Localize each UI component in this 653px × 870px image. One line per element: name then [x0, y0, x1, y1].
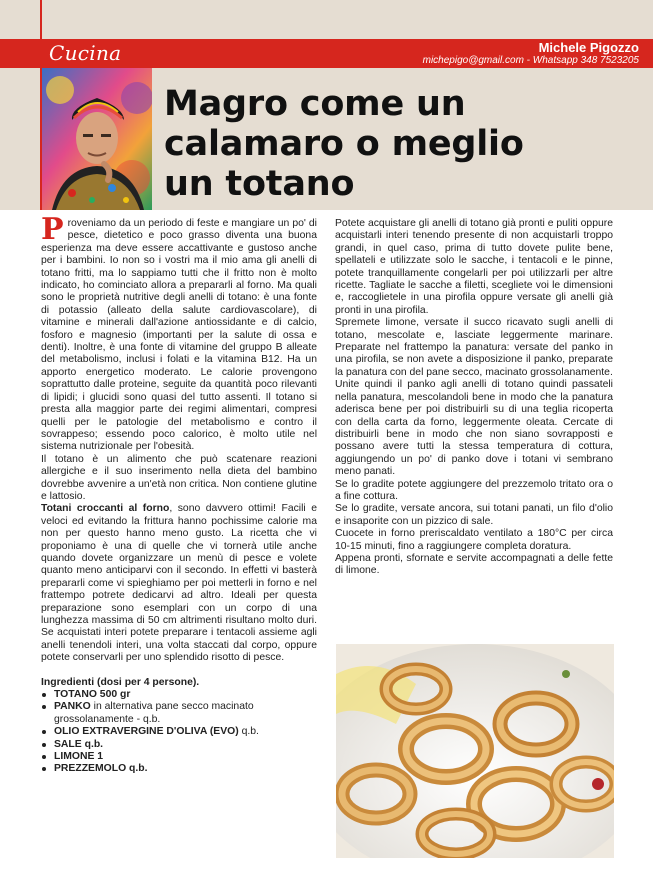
- ingredient-item: PREZZEMOLO q.b.: [41, 763, 317, 775]
- author-contact: michepigo@gmail.com - Whatsapp 348 7523205: [422, 55, 639, 66]
- crispy-heading: Totani croccanti al forno: [41, 503, 170, 515]
- ingredient-item: SALE q.b.: [41, 739, 317, 751]
- drop-cap: P: [41, 212, 64, 247]
- body-paragraph: Unite quindi il panko agli anelli di totano quindi passateli nella panatura, mescolandoli bene in modo che la panatura aderisca bene per poi distribuirli su di una teglia ricoperta con della carta da forno, leggermente oleata. Cercate di distribuirli bene in modo che non siano sovrapposti e possano avere tutti la stessa temperatura di cottura, aggiungendo un po' di panko dove i totani vi sembrano meno panati.: [335, 379, 613, 478]
- ingredient-item: OLIO EXTRAVERGINE D'OLIVA (EVO) q.b.: [41, 726, 317, 738]
- ingredient-item: TOTANO 500 gr: [41, 689, 317, 701]
- body-paragraph: Potete acquistare gli anelli di totano già pronti e puliti oppure acquistarli interi tenendo presente di non acquistarli troppo grandi, in quel caso, prima di tutto dovete pulite bene, spellateli e utilizzate solo le sacche, i tentacoli e le pinne, potete tranquillamente congelarli per poi utilizzarli per altre ricette. Tagliate le sacche a filetti, scegliete voi le dimensioni e, raccoglietele in una pirofila oppure versate gli anelli già pronti in una pirofila.: [335, 218, 613, 316]
- author-name: Michele Pigozzo: [538, 40, 639, 55]
- body-paragraph: Se lo gradite, versate ancora, sui totani panati, un filo d'olio e insaporite con un pizzico di sale.: [335, 503, 613, 527]
- crispy-paragraph: [41, 503, 317, 664]
- top-band: [0, 0, 653, 39]
- body-paragraph: Cuocete in forno preriscaldato ventilato a 180°C per circa 10-15 minuti, fino a raggiungere completa doratura.: [335, 528, 613, 552]
- ingredient-item: LIMONE 1: [41, 751, 317, 763]
- title-line: calamaro o meglio: [164, 124, 524, 164]
- intro-text: roveniamo da un periodo di feste e mangiare un po' di pesce, dietetico e poco grasso diventa una buona esperienza ma deve essere accattivante e gustoso anche per i bambini. Io non so i vostri ma il mio ama gli anelli di totano fritti, ma lo sappiamo tutti che il fritto non è molto indicato, ho cominciato allora a prepararli al forno. Ma quali sono le proprietà nutritive degli anelli di totano: è una fonte di potassio (alleato della salute cardiovascolare), di vitamine e minerali dall'azione antiossidante e di calcio, fosforo e magnesio (importanti per la salute di ossa e denti). Inoltre, è una fonte di vitamine del gruppo B alleate del metabolismo, inclusi i folati e la vitamina B12. Ha un apporto energetico moderato. Le calorie provengono soprattutto dalle proteine, seguite da quantità poco rilevanti di lipidi; i glucidi sono quasi del tutto assenti. Il totano si presta alla maggior parte dei regimi alimentari, compresi quelli per le patologie del metabolismo e contro il sovrappeso; essendo poco calorico, è molto utile nel sistema nutrizionale per l'obesità.: [41, 218, 317, 453]
- body-paragraph: Se lo gradite potete aggiungere del prezzemolo tritato ora o a fine cottura.: [335, 478, 613, 502]
- right-column: [335, 218, 613, 578]
- author-photo: [42, 68, 152, 210]
- body-paragraph: Appena pronti, sfornate e servite accompagnati a delle fette di limone.: [335, 552, 613, 577]
- ingredients-list: [41, 689, 317, 776]
- intro-paragraph: [41, 212, 317, 454]
- crispy-text: , sono davvero ottimi! Facili e veloci ed evitando la frittura hanno pochissime calorie ma non per questo hanno meno gusto. La ricetta che vi proponiamo è una di quelle che vi tornerà utile anche quando dovete organizzare un menù di pesce e volete quanto meno anticiparvi con il secondo. In effetti vi basterà prepararli come vi spieghiamo per poi metterli in forno e nel frattempo potrete dedicarvi ad altro. Ideali per questa preparazione sono esemplari con un corpo di una lunghezza massima di 50 cm altrimenti risultano molto duri. Se acquistati interi potete preparare i tentacoli assieme agli anelli tenendoli interi, una volta staccati dal corpo, oppure potete conservarli per uno splendido risotto di pesce.: [41, 503, 318, 664]
- title-line: un totano: [164, 164, 355, 204]
- article-title: [164, 84, 644, 204]
- allergy-paragraph: Il totano è un alimento che può scatenare reazioni allergiche e il suo inserimento nella dieta del bambino dovrebbe avvenire a un'età non critica. Non contiene glutine e lattosio.: [41, 453, 317, 502]
- ingredients-title: Ingredienti (dosi per 4 persone).: [41, 676, 200, 688]
- ingredient-item: PANKO in alternativa pane secco macinato grossolanamente - q.b.: [41, 701, 317, 726]
- title-line: Magro come un: [164, 84, 466, 124]
- left-column: [41, 212, 318, 776]
- body-paragraph: Spremete limone, versate il succo ricavato sugli anelli di totano, mescolate e, lasciate leggermente marinare. Preparate nel frattempo la panatura: versate del panko in una pirofila, se non avete a disposizione il panko, preparate la panatura con del pane secco, macinato grossolanamente.: [335, 317, 613, 378]
- section-label: Cucina: [49, 41, 122, 65]
- food-photo: [336, 644, 614, 858]
